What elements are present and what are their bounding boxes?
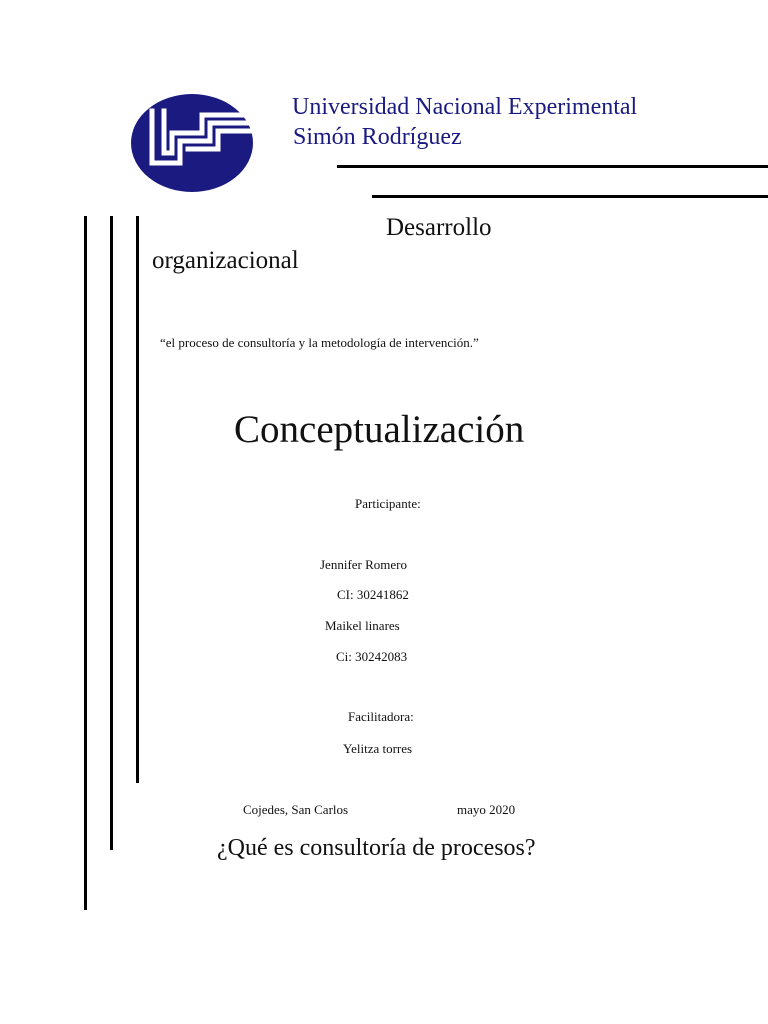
section-heading: Conceptualización — [234, 408, 525, 451]
document-title-part2: organizacional — [152, 247, 299, 274]
participant-name: Jennifer Romero — [320, 557, 408, 572]
vertical-bar-left — [84, 216, 87, 910]
header-rule-bottom — [372, 195, 768, 198]
footer-date: mayo 2020 — [457, 802, 516, 817]
unesr-logo-icon — [130, 93, 254, 193]
participants-label: Participante: — [355, 496, 421, 511]
participant-id: Ci: 30242083 — [336, 649, 408, 664]
university-name-line2: Simón Rodríguez — [293, 124, 462, 150]
facilitator-name: Yelitza torres — [343, 741, 413, 756]
document-title-part1: Desarrollo — [386, 214, 492, 241]
footer-place: Cojedes, San Carlos — [243, 802, 349, 817]
vertical-bar-right — [136, 216, 139, 783]
document-subtitle: “el proceso de consultoría y la metodología de intervención.” — [160, 335, 479, 350]
vertical-bar-middle — [110, 216, 113, 850]
participant-name: Maikel linares — [325, 618, 400, 633]
participant-id: CI: 30241862 — [337, 587, 409, 602]
question-heading: ¿Qué es consultoría de procesos? — [217, 835, 536, 861]
header-rule-top — [337, 165, 768, 168]
university-name-line1: Universidad Nacional Experimental — [292, 94, 638, 120]
facilitator-label: Facilitadora: — [348, 709, 414, 724]
